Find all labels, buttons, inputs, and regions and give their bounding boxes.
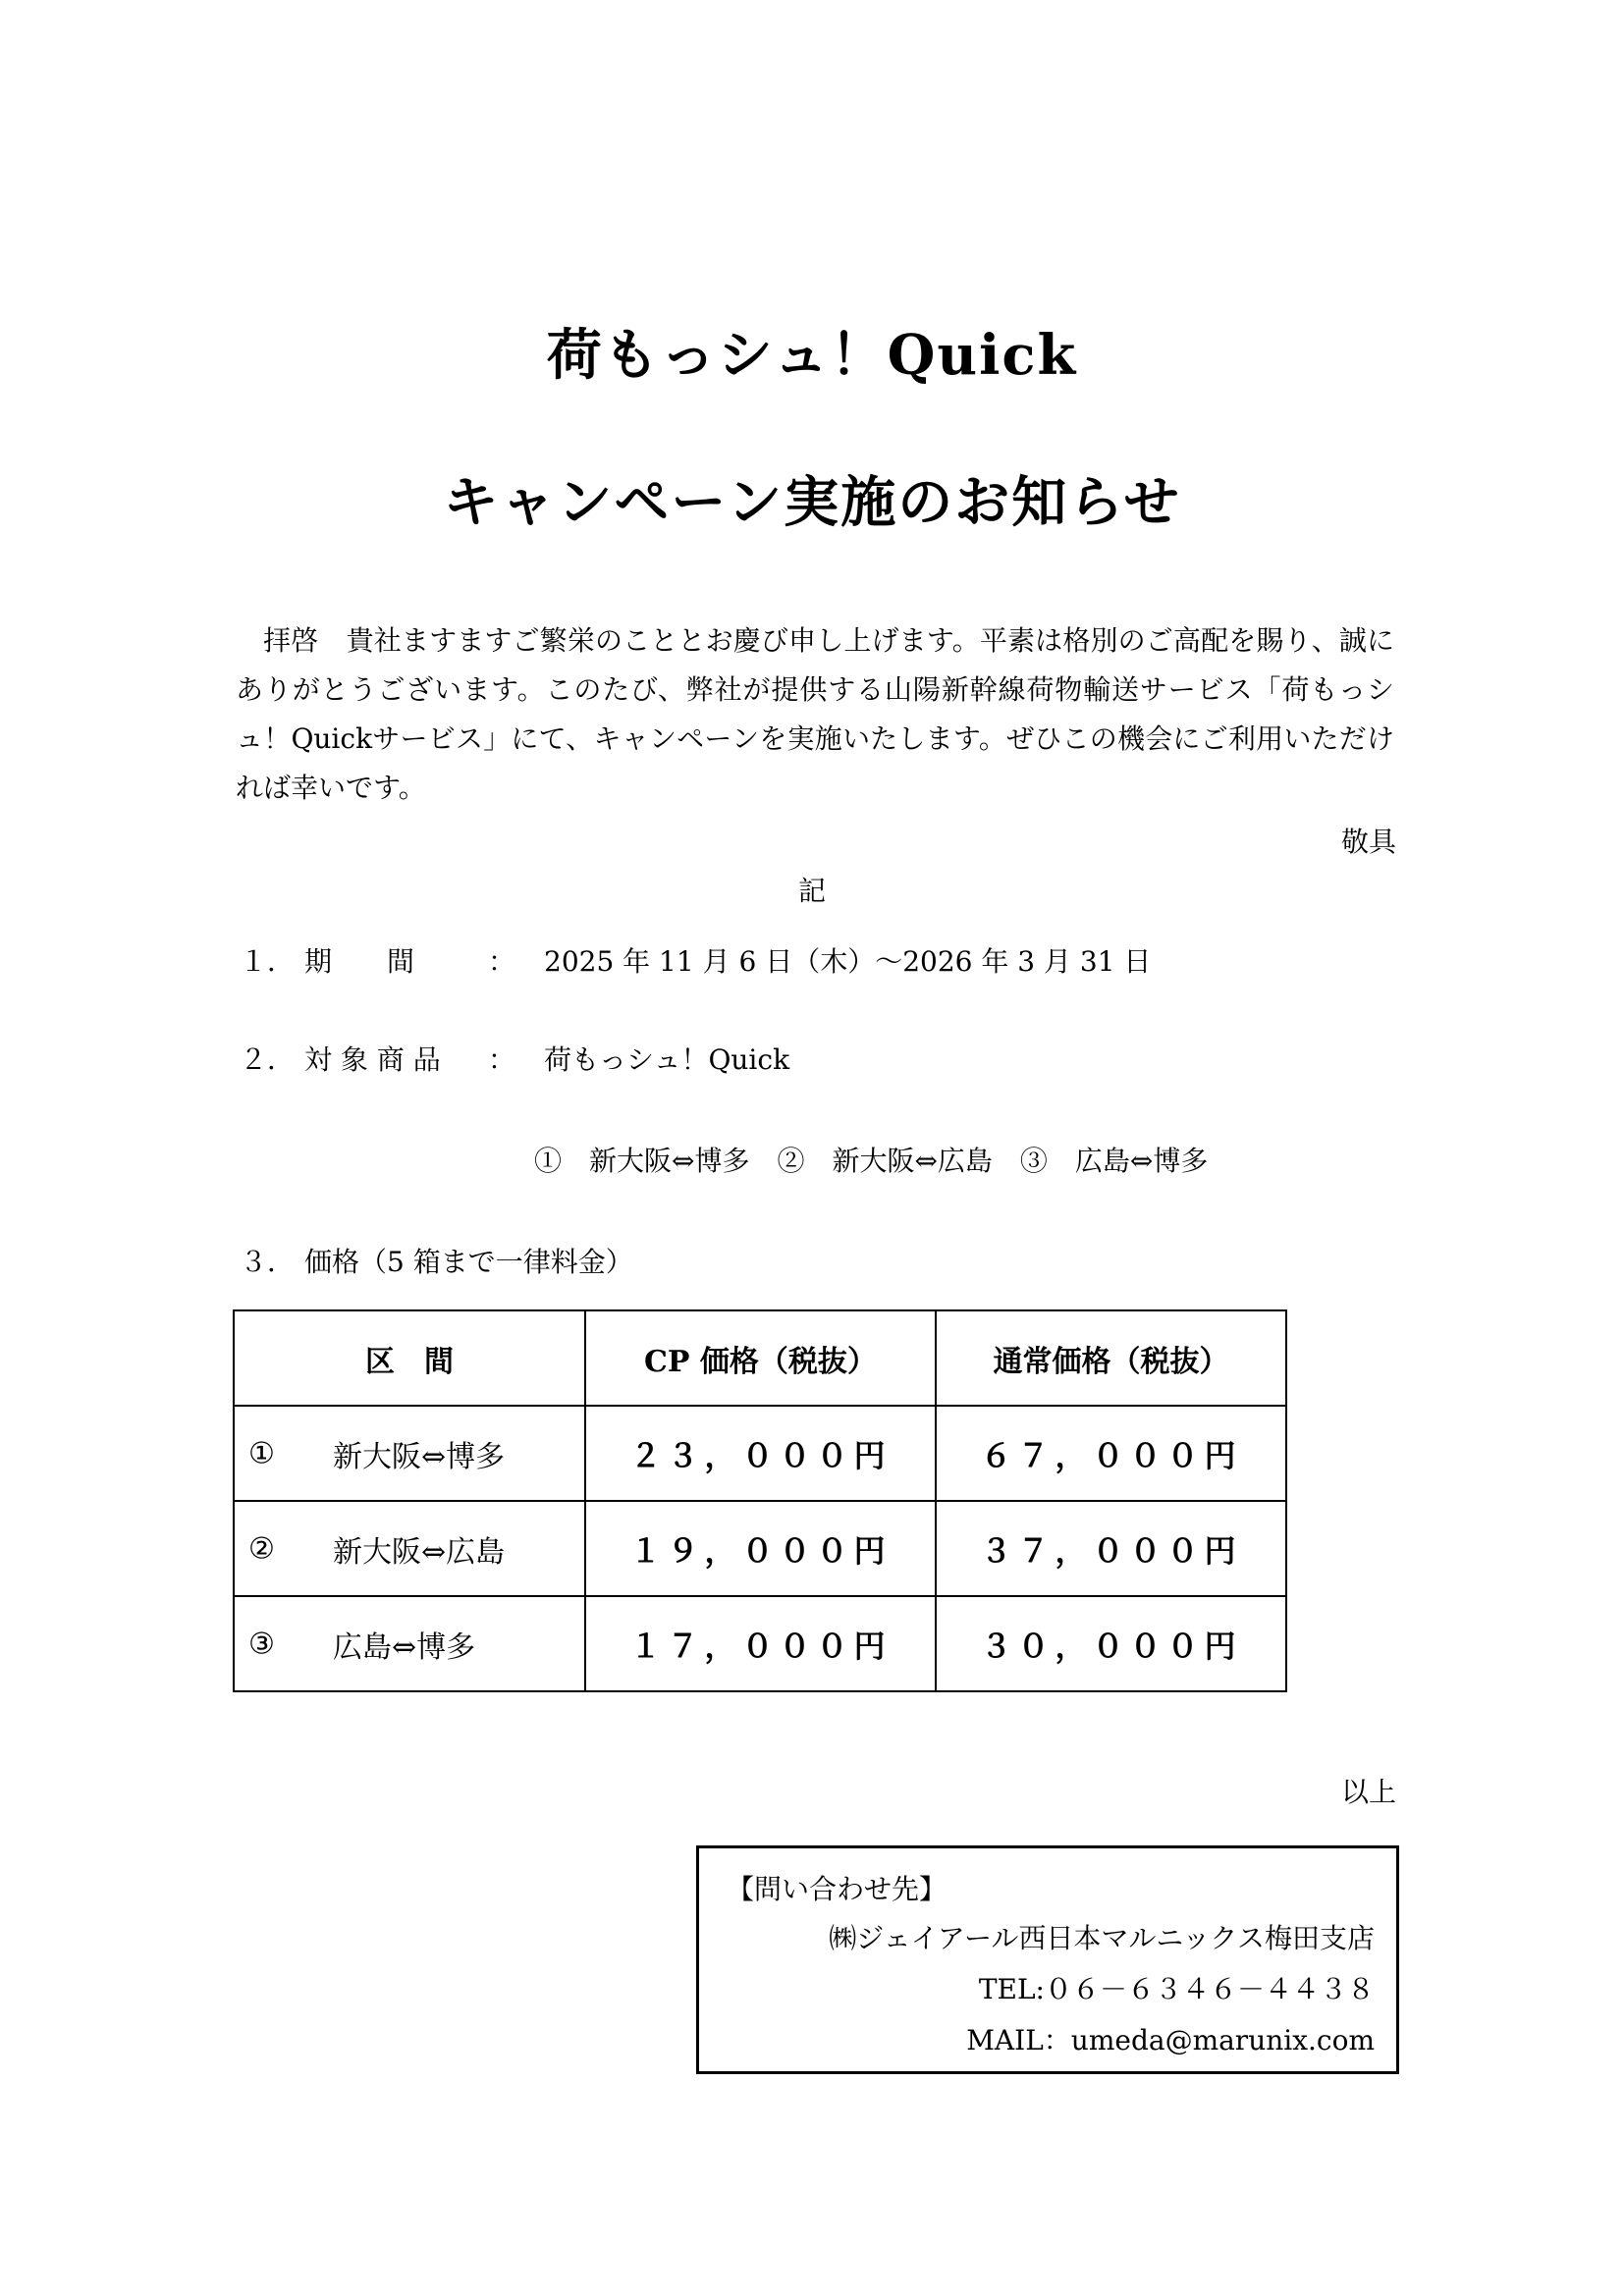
closing-ijo: 以上 [1340,1776,1396,1808]
table-row [234,1406,1286,1501]
intro-paragraph: 拝啓 貴社ますますご繁栄のこととお慶び申し上げます。平素は格別のご高配を賜り、誠にありがとうございます。このたび、弊社が提供する山陽新幹線荷物輸送サービス「荷もっシュ！Quickサービス」にて、キャンペーンを実施いたします。ぜひこの機会にご利用いただければ幸いです。 [236,624,1394,804]
table-row [234,1596,1286,1691]
route-cell [234,1501,585,1596]
regular-price: ６７，０００円 [936,1406,1286,1501]
item-number: １． [240,945,296,978]
item-number: ２． [240,1043,296,1076]
contact-tel: TEL:０６－６３４６－４４３８ [978,1973,1375,2005]
cp-price: ２３，０００円 [585,1406,936,1501]
item-label: 対 象 商 品 [304,1043,441,1076]
item-colon: ： [488,945,516,978]
cp-price: １９，０００円 [585,1501,936,1596]
route-cell [234,1596,585,1691]
header-cp-price: CP 価格（税抜） [585,1310,936,1406]
route-number: ② [248,1531,275,1566]
contact-heading: 【問い合わせ先】 [727,1873,947,1905]
item-value: 荷もっシュ！Quick [544,1043,790,1076]
closing-keigu: 敬具 [1340,826,1396,858]
ki-heading: 記 [797,875,826,907]
route-name: 新大阪⇔博多 [333,1439,506,1474]
contact-mail: MAIL：umeda@marunix.com [966,2024,1375,2056]
route-list-text: ① 新大阪⇔博多 ② 新大阪⇔広島 ③ 広島⇔博多 [534,1145,1209,1177]
page-title: 荷もっシュ！Quick [546,323,1078,388]
route-name: 広島⇔博多 [333,1629,476,1665]
contact-company: ㈱ジェイアール西日本マルニックス梅田支店 [829,1922,1375,1954]
contact-box [696,1845,1399,2074]
item-value: 2025 年 11 月 6 日（木）～2026 年 3 月 31 日 [544,945,1152,978]
route-number: ③ [248,1627,275,1661]
page-subtitle: キャンペーン実施のお知らせ [443,470,1181,535]
regular-price: ３７，０００円 [936,1501,1286,1596]
header-regular-price: 通常価格（税抜） [936,1310,1286,1406]
item-label: 期 間 [304,945,415,978]
regular-price: ３０，０００円 [936,1596,1286,1691]
cp-price: １７，０００円 [585,1596,936,1691]
route-number: ① [248,1436,275,1470]
item-number: ３． [240,1246,296,1278]
table-row [234,1501,1286,1596]
header-route: 区 間 [234,1310,585,1406]
table-header-row [234,1310,1286,1406]
route-name: 新大阪⇔広島 [333,1534,506,1570]
route-cell [234,1406,585,1501]
item-colon: ： [488,1043,516,1076]
price-table [233,1309,1287,1692]
item-label: 価格（5 箱まで一律料金） [304,1246,633,1278]
